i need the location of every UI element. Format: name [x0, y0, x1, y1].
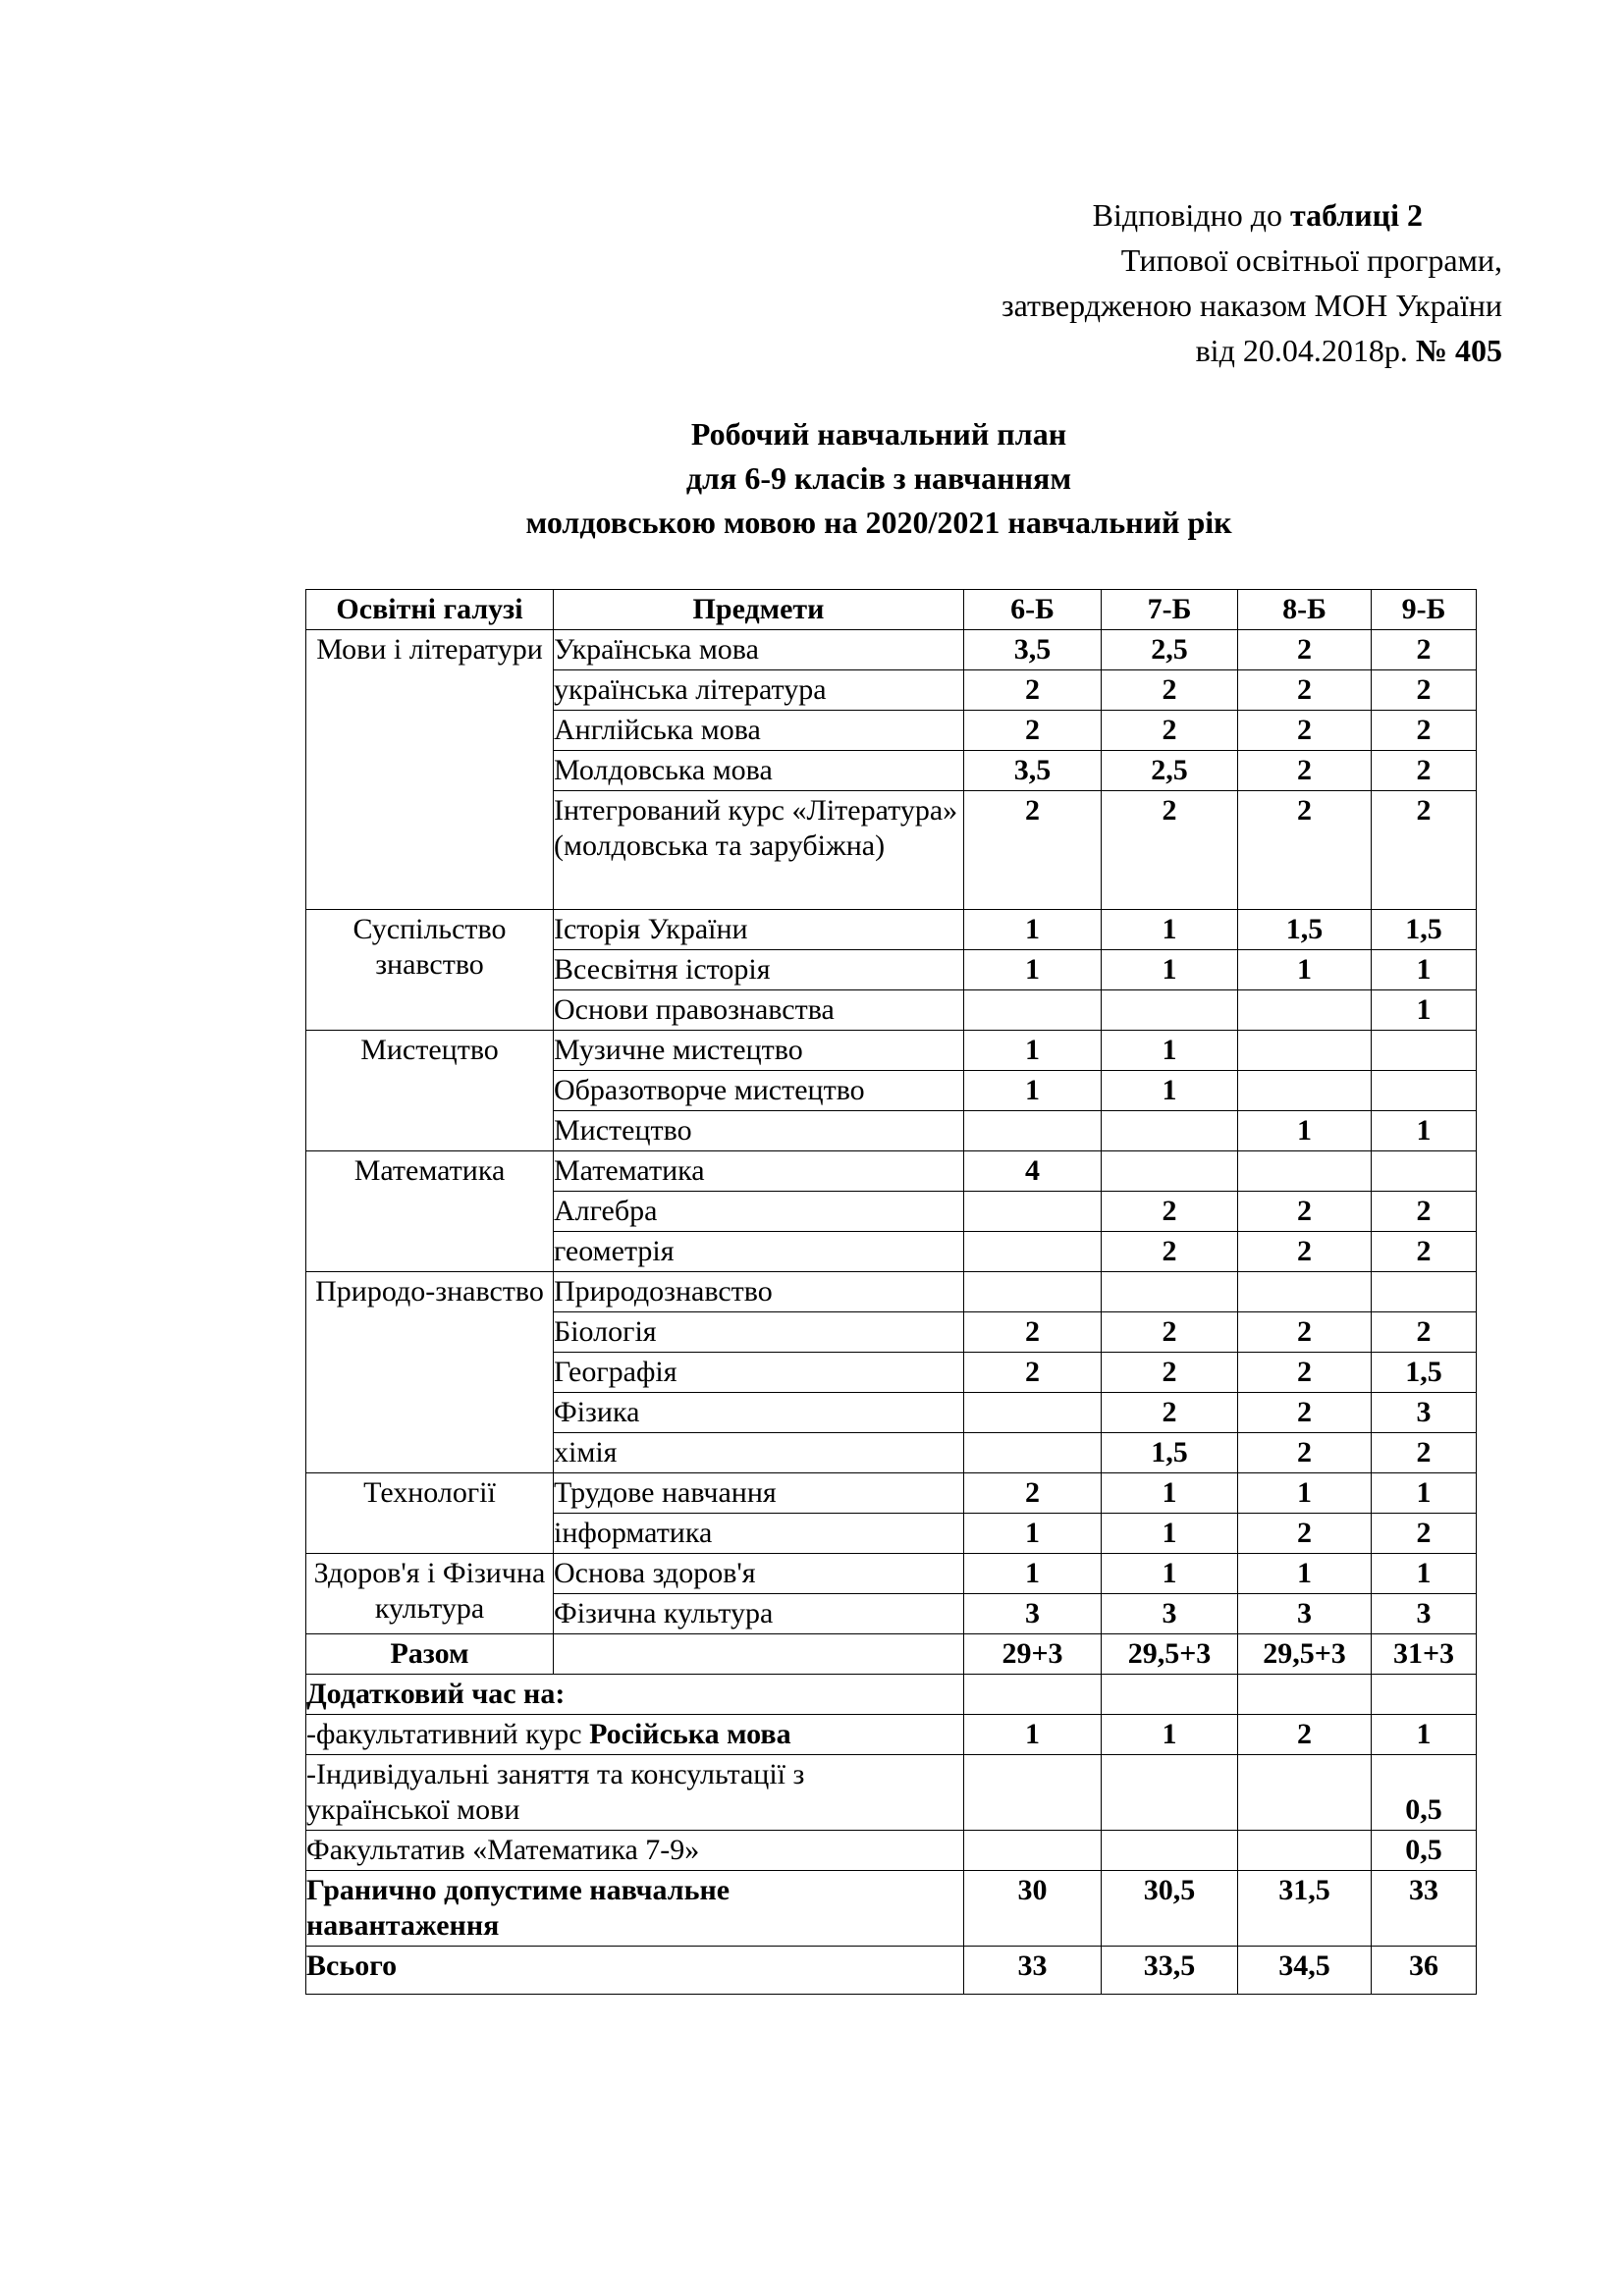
- max-load-label: Гранично допустиме навчальне навантаження: [306, 1871, 964, 1947]
- hours-cell: 1,5: [1372, 910, 1477, 950]
- hours-cell: 2: [964, 1312, 1102, 1353]
- hours-cell: 2,5: [1102, 751, 1238, 791]
- subject-name-cell: Географія: [554, 1353, 964, 1393]
- extra-time-value: 0,5: [1372, 1755, 1477, 1831]
- hours-cell: 3: [964, 1594, 1102, 1634]
- reference-line-2: Типової освітньої програми,: [1120, 242, 1502, 278]
- extra-time-value: 2: [1238, 1715, 1372, 1755]
- extra-time-label: Факультатив «Математика 7-9»: [306, 1831, 964, 1871]
- subject-area-cell: Здоров'я і Фізична культура: [306, 1554, 554, 1634]
- hours-cell: 2: [964, 1353, 1102, 1393]
- table-row: [306, 1473, 1477, 1514]
- hours-cell: [1238, 1071, 1372, 1111]
- extra-time-value: 1: [1102, 1715, 1238, 1755]
- hours-cell: 2: [1238, 791, 1372, 910]
- subject-name-cell: Музичне мистецтво: [554, 1031, 964, 1071]
- subject-name-cell: Алгебра: [554, 1192, 964, 1232]
- extra-time-value: [1238, 1755, 1372, 1831]
- total-value: 29,5+3: [1238, 1634, 1372, 1675]
- title-line-3: молдовською мовою на 2020/2021 навчальний рік: [525, 505, 1232, 540]
- hours-cell: 1: [1102, 1473, 1238, 1514]
- hours-cell: 1,5: [1238, 910, 1372, 950]
- grand-total-value: 36: [1372, 1947, 1477, 1995]
- total-row: [306, 1634, 1477, 1675]
- hours-cell: 3: [1372, 1393, 1477, 1433]
- total-value: 29,5+3: [1102, 1634, 1238, 1675]
- hours-cell: 3,5: [964, 630, 1102, 670]
- hours-cell: 2: [964, 791, 1102, 910]
- document-title: [0, 412, 1624, 545]
- hours-cell: [1372, 1272, 1477, 1312]
- reference-order-number: № 405: [1415, 333, 1502, 368]
- hours-cell: 2: [1102, 670, 1238, 711]
- empty-cell: [554, 1634, 964, 1675]
- hours-cell: 1: [1238, 950, 1372, 990]
- max-load-value: 30,5: [1102, 1871, 1238, 1947]
- table-row: [306, 630, 1477, 670]
- title-line-1: Робочий навчальний план: [690, 416, 1067, 452]
- hours-cell: 3: [1238, 1594, 1372, 1634]
- column-header: 6-Б: [964, 590, 1102, 630]
- hours-cell: [964, 1272, 1102, 1312]
- hours-cell: 3: [1372, 1594, 1477, 1634]
- hours-cell: 1: [1102, 1031, 1238, 1071]
- extra-time-value: [964, 1755, 1102, 1831]
- subject-name-cell: Молдовська мова: [554, 751, 964, 791]
- grand-total-row: [306, 1947, 1477, 1995]
- table-row: [306, 1031, 1477, 1071]
- hours-cell: [964, 1433, 1102, 1473]
- max-load-value: 33: [1372, 1871, 1477, 1947]
- hours-cell: 2: [1238, 1192, 1372, 1232]
- hours-cell: [964, 1192, 1102, 1232]
- hours-cell: 2: [1102, 1353, 1238, 1393]
- empty-cell: [1238, 1675, 1372, 1715]
- extra-label-course: Російська мова: [589, 1718, 791, 1750]
- extra-time-row: [306, 1755, 1477, 1831]
- hours-cell: 2: [1372, 1433, 1477, 1473]
- subject-name-cell: Основа здоров'я: [554, 1554, 964, 1594]
- extra-time-value: 0,5: [1372, 1831, 1477, 1871]
- hours-cell: 2: [1372, 751, 1477, 791]
- hours-cell: 1: [1372, 990, 1477, 1031]
- hours-cell: [1102, 990, 1238, 1031]
- hours-cell: 1,5: [1372, 1353, 1477, 1393]
- hours-cell: [1238, 1272, 1372, 1312]
- max-load-row: [306, 1871, 1477, 1947]
- subject-name-cell: Фізична культура: [554, 1594, 964, 1634]
- hours-cell: 1,5: [1102, 1433, 1238, 1473]
- hours-cell: 1: [1372, 1554, 1477, 1594]
- hours-cell: 2: [964, 711, 1102, 751]
- subject-name-cell: Біологія: [554, 1312, 964, 1353]
- total-value: 29+3: [964, 1634, 1102, 1675]
- hours-cell: 2: [1238, 1393, 1372, 1433]
- hours-cell: [1102, 1151, 1238, 1192]
- hours-cell: 2: [1372, 1312, 1477, 1353]
- subject-area-cell: Математика: [306, 1151, 554, 1272]
- table-row: [306, 1151, 1477, 1192]
- subject-name-cell: інформатика: [554, 1514, 964, 1554]
- hours-cell: 2: [1372, 791, 1477, 910]
- subject-name-cell: Мистецтво: [554, 1111, 964, 1151]
- extra-time-value: 1: [1372, 1715, 1477, 1755]
- hours-cell: 1: [1372, 950, 1477, 990]
- hours-cell: 4: [964, 1151, 1102, 1192]
- table-row: [306, 1272, 1477, 1312]
- empty-cell: [1102, 1675, 1238, 1715]
- hours-cell: 2: [1238, 751, 1372, 791]
- hours-cell: 1: [1238, 1473, 1372, 1514]
- hours-cell: 2: [1372, 670, 1477, 711]
- hours-cell: [964, 990, 1102, 1031]
- table-row: [306, 910, 1477, 950]
- hours-cell: 1: [1102, 1554, 1238, 1594]
- hours-cell: 1: [964, 950, 1102, 990]
- hours-cell: 2: [1238, 711, 1372, 751]
- column-header: Предмети: [554, 590, 964, 630]
- extra-time-label: [306, 1715, 964, 1755]
- reference-date: від 20.04.2018р.: [1195, 333, 1416, 368]
- hours-cell: 1: [1102, 910, 1238, 950]
- subject-area-cell: Мови і літератури: [306, 630, 554, 910]
- subject-name-cell: Українська мова: [554, 630, 964, 670]
- grand-total-value: 34,5: [1238, 1947, 1372, 1995]
- grand-total-value: 33,5: [1102, 1947, 1238, 1995]
- hours-cell: 3,5: [964, 751, 1102, 791]
- hours-cell: 2: [1372, 1192, 1477, 1232]
- column-header: 8-Б: [1238, 590, 1372, 630]
- subject-name-cell: Історія України: [554, 910, 964, 950]
- hours-cell: [1372, 1071, 1477, 1111]
- hours-cell: 3: [1102, 1594, 1238, 1634]
- subject-name-cell: Фізика: [554, 1393, 964, 1433]
- hours-cell: 2: [1102, 1232, 1238, 1272]
- subject-name-cell: Всесвітня історія: [554, 950, 964, 990]
- extra-time-value: [1238, 1831, 1372, 1871]
- hours-cell: 2: [1372, 1514, 1477, 1554]
- column-header: Освітні галузі: [306, 590, 554, 630]
- hours-cell: 2: [1238, 1433, 1372, 1473]
- extra-time-header: Додатковий час на:: [306, 1675, 964, 1715]
- hours-cell: 1: [1238, 1554, 1372, 1594]
- hours-cell: [964, 1232, 1102, 1272]
- subject-name-cell: геометрія: [554, 1232, 964, 1272]
- hours-cell: 2: [1238, 630, 1372, 670]
- hours-cell: [1102, 1272, 1238, 1312]
- hours-cell: 1: [1102, 950, 1238, 990]
- hours-cell: 1: [1102, 1514, 1238, 1554]
- hours-cell: 1: [964, 1031, 1102, 1071]
- extra-time-label: -Індивідуальні заняття та консультації з української мови: [306, 1755, 964, 1831]
- hours-cell: [1102, 1111, 1238, 1151]
- extra-time-header-row: [306, 1675, 1477, 1715]
- title-line-2: для 6-9 класів з навчанням: [685, 460, 1072, 496]
- hours-cell: 2: [1372, 630, 1477, 670]
- extra-time-value: [1102, 1831, 1238, 1871]
- hours-cell: 2,5: [1102, 630, 1238, 670]
- hours-cell: [1238, 1151, 1372, 1192]
- subject-name-cell: українська література: [554, 670, 964, 711]
- empty-cell: [964, 1675, 1102, 1715]
- reference-line-3: затвердженою наказом МОН України: [1001, 288, 1502, 323]
- reference-text: Відповідно до: [1092, 197, 1290, 233]
- subject-area-cell: Технології: [306, 1473, 554, 1554]
- subject-area-cell: Природо-знавство: [306, 1272, 554, 1473]
- hours-cell: [1372, 1031, 1477, 1071]
- reference-line-1: [1001, 192, 1423, 238]
- hours-cell: 1: [964, 910, 1102, 950]
- max-load-value: 30: [964, 1871, 1102, 1947]
- hours-cell: 1: [1372, 1111, 1477, 1151]
- subject-name-cell: Інтегрований курс «Література» (молдовська та зарубіжна): [554, 791, 964, 910]
- extra-time-value: 1: [964, 1715, 1102, 1755]
- hours-cell: 2: [1372, 1232, 1477, 1272]
- extra-time-row: [306, 1715, 1477, 1755]
- reference-line-4: [1001, 328, 1502, 373]
- subject-area-cell: Суспільство знавство: [306, 910, 554, 1031]
- hours-cell: 2: [1102, 711, 1238, 751]
- hours-cell: 2: [1102, 1312, 1238, 1353]
- hours-cell: 2: [1102, 1192, 1238, 1232]
- column-header: 7-Б: [1102, 590, 1238, 630]
- extra-time-value: [1102, 1755, 1238, 1831]
- hours-cell: 1: [1238, 1111, 1372, 1151]
- hours-cell: 2: [1238, 1312, 1372, 1353]
- extra-label-text: -факультативний курс: [306, 1718, 590, 1750]
- subject-name-cell: Трудове навчання: [554, 1473, 964, 1514]
- total-value: 31+3: [1372, 1634, 1477, 1675]
- grand-total-label: Всього: [306, 1947, 964, 1995]
- hours-cell: [964, 1111, 1102, 1151]
- hours-cell: 1: [964, 1071, 1102, 1111]
- subject-name-cell: Природознавство: [554, 1272, 964, 1312]
- subject-area-cell: Мистецтво: [306, 1031, 554, 1151]
- hours-cell: 2: [1102, 1393, 1238, 1433]
- extra-time-row: [306, 1831, 1477, 1871]
- curriculum-table: [305, 589, 1477, 1995]
- subject-name-cell: Англійська мова: [554, 711, 964, 751]
- column-header: 9-Б: [1372, 590, 1477, 630]
- hours-cell: 2: [1238, 1514, 1372, 1554]
- subject-name-cell: Образотворче мистецтво: [554, 1071, 964, 1111]
- max-load-value: 31,5: [1238, 1871, 1372, 1947]
- hours-cell: 2: [1238, 1353, 1372, 1393]
- hours-cell: 1: [1372, 1473, 1477, 1514]
- hours-cell: 2: [1238, 670, 1372, 711]
- hours-cell: 1: [964, 1554, 1102, 1594]
- hours-cell: 2: [1102, 791, 1238, 910]
- total-label: Разом: [306, 1634, 554, 1675]
- hours-cell: 2: [1238, 1232, 1372, 1272]
- hours-cell: 1: [964, 1514, 1102, 1554]
- subject-name-cell: хімія: [554, 1433, 964, 1473]
- hours-cell: 1: [1102, 1071, 1238, 1111]
- subject-name-cell: Основи правознавства: [554, 990, 964, 1031]
- hours-cell: 2: [964, 670, 1102, 711]
- subject-name-cell: Математика: [554, 1151, 964, 1192]
- hours-cell: [1238, 990, 1372, 1031]
- reference-table-number: таблиці 2: [1289, 197, 1423, 233]
- hours-cell: [1238, 1031, 1372, 1071]
- grand-total-value: 33: [964, 1947, 1102, 1995]
- table-header-row: [306, 590, 1477, 630]
- hours-cell: [964, 1393, 1102, 1433]
- hours-cell: 2: [964, 1473, 1102, 1514]
- hours-cell: [1372, 1151, 1477, 1192]
- empty-cell: [1372, 1675, 1477, 1715]
- extra-time-value: [964, 1831, 1102, 1871]
- hours-cell: 2: [1372, 711, 1477, 751]
- reference-block: [1001, 192, 1502, 373]
- table-row: [306, 1554, 1477, 1594]
